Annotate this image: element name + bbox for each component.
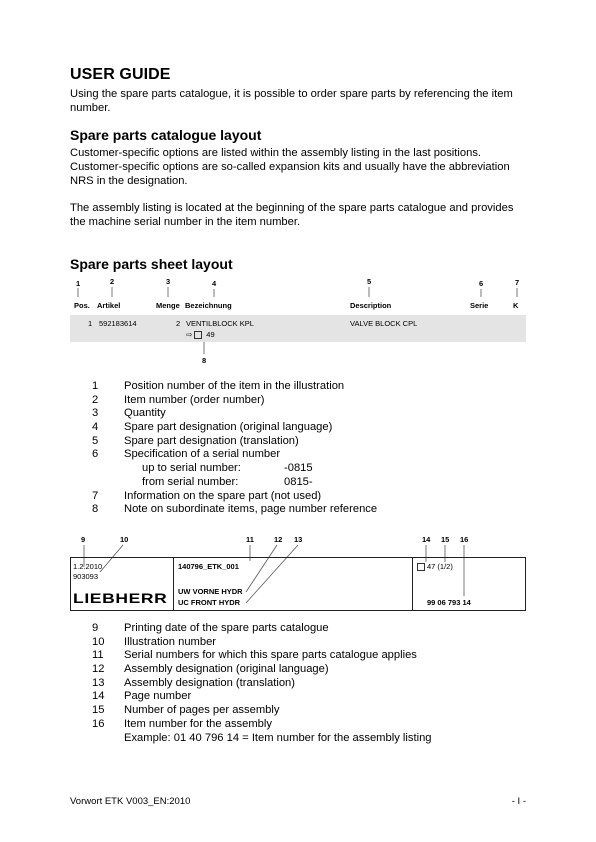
row-menge: 2 [176, 319, 181, 328]
row-sub-reference [186, 330, 215, 339]
callout-14: 14 [422, 535, 431, 544]
col-header-menge: Menge [156, 301, 180, 310]
callout-7: 7 [515, 278, 520, 287]
legend-item: 7 Information on the spare part (not used) [92, 489, 322, 502]
page-title: USER GUIDE [70, 66, 171, 83]
col-header-artikel: Artikel [97, 301, 121, 310]
callout-2: 2 [110, 277, 115, 286]
page-footer-number: - I - [511, 796, 526, 807]
arrow-right-icon: ⇨ [186, 330, 193, 339]
serial-spec-up: up to serial number: -0815 [142, 462, 313, 475]
callout-12: 12 [274, 535, 283, 544]
sheet-layout-figure [70, 276, 526, 368]
catalogue-layout-paragraph-2: The assembly listing is located at the beginning of the spare parts catalogue and provides the machine serial number in the item number. [70, 202, 514, 229]
assembly-item-number: 99 06 793 14 [427, 598, 471, 607]
legend-item: 6 Specification of a serial number [92, 448, 281, 461]
legend-item: 10 Illustration number [92, 635, 217, 648]
page-number: 47 (1/2) [427, 562, 453, 571]
callout-16: 16 [460, 535, 469, 544]
legend-item: 4 Spare part designation (original language) [92, 421, 333, 434]
col-header-description: Description [350, 301, 392, 310]
illustration-number: 903093 [73, 572, 99, 581]
legend-item: 14 Page number [92, 690, 192, 703]
callout-8: 8 [202, 356, 207, 365]
col-header-k: K [513, 301, 519, 310]
legend-item: 3 Quantity [92, 407, 166, 420]
legend-item: 1 Position number of the item in the illustration [92, 380, 345, 392]
legend-item: 9 Printing date of the spare parts catalogue [92, 622, 329, 634]
page-footer-left: Vorwort ETK V003_EN:2010 [70, 796, 191, 807]
row-pos: 1 [88, 319, 93, 328]
legend-item: 13 Assembly designation (translation) [92, 676, 296, 689]
serial-reference: 140796_ETK_001 [178, 562, 239, 571]
callout-10: 10 [120, 535, 129, 544]
page-reference [417, 562, 453, 571]
callout-3: 3 [166, 277, 171, 286]
col-header-bezeichnung: Bezeichnung [185, 301, 232, 310]
callout-5: 5 [367, 277, 372, 286]
row-artikel: 592183614 [99, 319, 137, 328]
callout-1: 1 [76, 279, 81, 288]
legend-item: 12 Assembly designation (original language) [92, 663, 329, 676]
callout-9: 9 [81, 535, 86, 544]
callout-6: 6 [479, 279, 484, 288]
assembly-designation-original: UW VORNE HYDR [178, 587, 243, 596]
row-sub-reference-page: 49 [206, 330, 215, 339]
legend-item: 16 Item number for the assembly [92, 717, 272, 730]
catalogue-layout-paragraph-1: Customer-specific options are listed within the assembly listing in the last positions. Customer-specific options are so-called expansion kits and usually have the abbreviation NRS in the designation. [70, 147, 510, 188]
row-description: VALVE BLOCK CPL [350, 319, 418, 328]
page-box-icon [417, 563, 425, 571]
callout-15: 15 [441, 535, 450, 544]
print-date: 1.2.2010 [73, 562, 103, 571]
liebherr-logo: LIEBHERR [73, 590, 168, 606]
col-header-serie: Serie [470, 301, 489, 310]
legend-item: 5 Spare part designation (translation) [92, 434, 299, 447]
sheet-row-background [70, 315, 526, 342]
section-heading-sheet-layout: Spare parts sheet layout [70, 256, 233, 272]
callout-11: 11 [246, 535, 254, 544]
legend-item: 2 Item number (order number) [92, 393, 265, 406]
serial-spec-from: from serial number: 0815- [142, 475, 313, 488]
footer-layout-figure [70, 532, 526, 612]
legend-footer-layout [70, 622, 540, 745]
page-box-icon [194, 331, 202, 339]
section-heading-catalogue-layout: Spare parts catalogue layout [70, 127, 262, 143]
intro-paragraph: Using the spare parts catalogue, it is possible to order spare parts by referencing the item number. [70, 88, 513, 115]
callout-4: 4 [212, 279, 217, 288]
legend-sheet-layout [70, 380, 540, 517]
row-bezeichnung: VENTILBLOCK KPL [186, 319, 254, 328]
assembly-designation-translation: UC FRONT HYDR [178, 598, 241, 607]
legend-item: 11 Serial numbers for which this spare parts catalogue applies [92, 649, 417, 662]
col-header-pos: Pos. [74, 301, 90, 310]
legend-item: 15 Number of pages per assembly [92, 704, 280, 717]
legend-item: 8 Note on subordinate items, page number reference [92, 503, 378, 516]
example-line: Example: 01 40 796 14 = Item number for the assembly listing [124, 731, 432, 744]
callout-13: 13 [294, 535, 303, 544]
